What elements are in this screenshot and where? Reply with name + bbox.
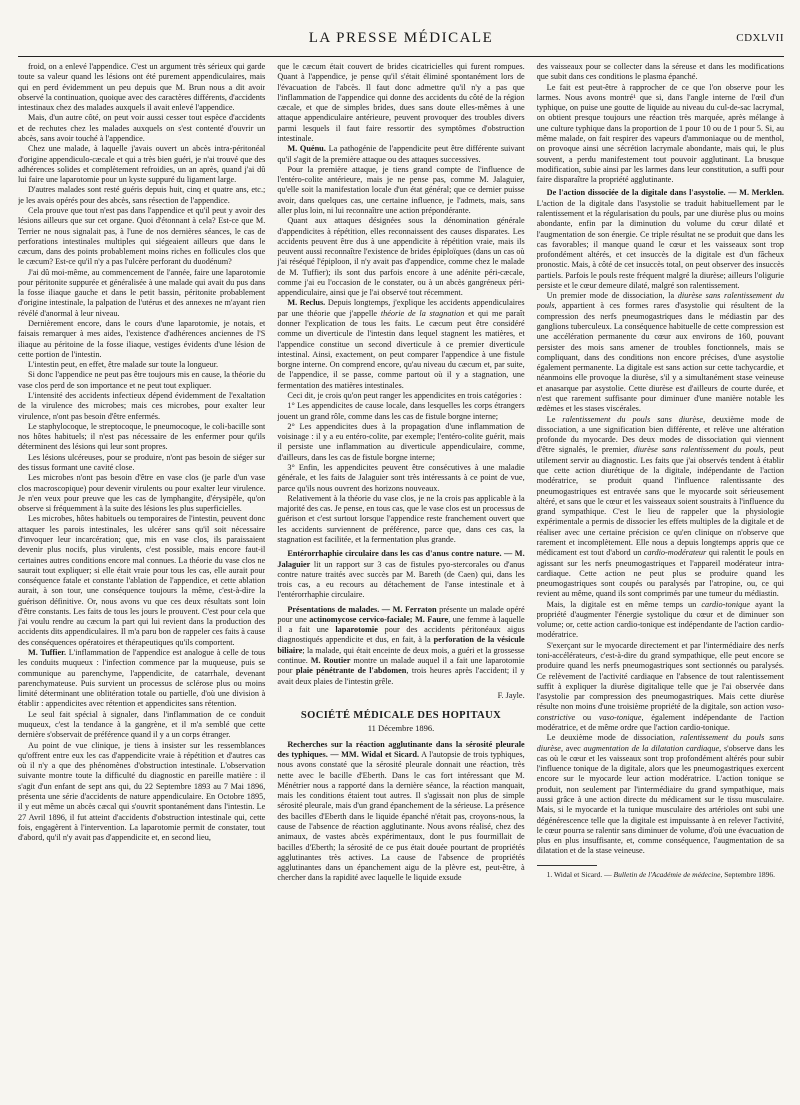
footnote-rule [537, 865, 597, 866]
emphasis: cardio-tonique [701, 599, 751, 609]
paragraph: Si donc l'appendice ne peut pas être toujours mis en cause, la théorie du vase clos perd de son importance et ne peut tout expliquer. [18, 370, 266, 390]
paragraph [277, 605, 524, 687]
emphasis: diurèse sans ralentissement du pouls [536, 291, 784, 311]
paragraph [277, 144, 524, 165]
paragraph-text: , s'observe dans les cas où le cœur et les vaisseaux sont trop profondément altérés pour subir l'influence tonique de la digitale, alors que les pneumogastriques exercent encore sur le myocarde leur action modératrice. L'action tonique se produit, non seulement par l'intermédiaire du grand sympathique, mais aussi grâce à une action directe du médicament sur le tissu musculaire. Mais, si le myocarde et la tunique musculaire des artérioles ont subi une dégénérescence telle que la digitale est impuissante à en relever l'activité, le cœur pourra se ralentir sans diminuer de volume, d'où une évacuation de plus en plus insuffisante, et, comme conséquence, l'augmentation de sa dilatation et de la stase veineuse. [536, 743, 784, 856]
paragraph: Au point de vue clinique, je tiens à insister sur les ressemblances qu'offrent entre eux les cas d'appendicite vraie à répétition et d'autres cas où il n'y a que des phénomènes d'obstruction intestinale. L'observation suivante montre toute la difficulté du diagnostic en pareille matière : il s'agit d'un enfant de sept ans qui, du 22 Septembre 1893 au 7 Mai 1896, présenta une série d'accidents de nature appendiculaire. En Octobre 1895, il y eut même un abcès cæcal qui s'ouvrit spontanément dans l'intestin. Le 27 Avril 1896, il fut atteint d'accidents d'obstruction intestinale qui, cette fois, engagèrent à l'intervention. La laparotomie permit de constater, tout d'abord, qu'il n'y avait pas d'appendicite et, en second lieu, [18, 740, 266, 843]
paragraph-text: , également indépendante de l'action modératrice, et de même ordre que l'action cardio-tonique. [536, 712, 784, 732]
paragraph: Chez une malade, à laquelle j'avais ouvert un abcès intra-péritonéal d'origine appendiculo-cæcale et qui a très bien guéri, je n'ai trouvé que des adhérences solides et complètement refroidies, un an après, quand j'ai dû lui faire une laparotomie pour un kyste suppuré du ligament large. [18, 144, 266, 185]
paragraph-text: lit un rapport sur 3 cas de fistules pyo-stercorales ou d'anus contre nature traités avec succès par M. Bareth (de Caen) qui, dans les trois cas, a eu recours au détachement de l'anse intestinale et à l'entérorrhaphie circulaire. [277, 559, 525, 600]
emphasis: vaso-tonique [598, 712, 642, 722]
emphasis: cardio-modérateur [643, 548, 707, 558]
emphasis: diurèse sans ralentissement du pouls [633, 445, 764, 455]
paragraph-text: L'action de la digitale dans l'asystolie se traduit habituellement par le ralentissement et la régularisation du pouls, par une diurèse plus ou moins abondante, enfin par la diminution du volume du cœur dilaté et l'augmentation de son énergie. Ce triple résultat ne se produit que dans les cas favorables; il manque quand le cœur et les vaisseaux sont trop profondément altérés, et cet insuccès de la digitale est d'un fâcheux pronostic. Mais, à côté de cet insuccès total, on peut observer des insuccès partiels. Parfois le pouls reste fréquent malgré la diurèse; ailleurs l'oligurie persiste et le cœur demeure dilaté, malgré son ralentissement. [536, 198, 784, 290]
bold-term: M. Routier [310, 656, 351, 666]
section-heading: De l'action dissociée de la digitale dans l'asystolie. — M. Merklen. [546, 188, 784, 198]
column-2 [277, 62, 524, 1092]
paragraph-text: Le deuxième mode de dissociation, [546, 733, 681, 743]
paragraph [277, 740, 524, 884]
paragraph: Dernièrement encore, dans le cours d'une laparotomie, je notais, et faisais remarquer à mes aides, l'existence d'adhérences anciennes de l'S iliaque au péritoine de la fosse iliaque, vestiges évidents d'une lésion de cette portion de l'intestin. [18, 319, 266, 359]
paragraph: froid, on a enlevé l'appendice. C'est un argument très sérieux qui garde toute sa valeur quand les lésions ont été purement appendiculaires, mais qui en perd évidemment un peu depuis que M. Brun nous a dit avoir observé la continuation, quoique avec des caractères différents, d'accidents intestinaux chez des malades auxquels il avait enlevé l'appendice. [18, 62, 266, 113]
session-date: 11 Décembre 1896. [367, 723, 435, 734]
bold-term: laparotomie [335, 625, 378, 635]
paragraph: Ceci dit, je crois qu'on peut ranger les appendicites en trois catégories : [287, 391, 522, 400]
paragraph [537, 415, 784, 600]
paragraph: Les microbes, hôtes habituels ou temporaires de l'intestin, peuvent donc attaquer les parois intestinales, les ulcérer sans qu'il soit nécessaire d'invoquer leur incarcération; que, mis en vase clos, ils paraissaient devenir plus nocifs, plus virulents, c'est possible, mais encore faut-il certaines autres conditions encore mal connues. La théorie du vase clos ne saurait tout expliquer; si elle était vraie pour tous les cas, elle aurait pour conséquence fatale et constante l'ablation de l'appendice, et cette ablation aurait, à son tour, une conséquence toujours la même, c'est-à-dire la guérison définitive. Or, nous avons vu que ces deux résultats sont loin d'être constants. Les faits de tous les jours le prouvent. C'est pour cela que j'ai voulu rendre au cæcum la part qui lui revient dans la production des accidents dits appendiculaires. Il m'a paru bon de rappeler ces faits à cause des conséquences opératoires et thérapeutiques qu'ils comportent. [18, 514, 266, 647]
paragraph-text: , trois heures après l'accident; il y avait deux plaies de l'intestin grêle. [277, 666, 525, 686]
paragraph-text: qui ralentit le pouls en agissant sur les nerfs pneumogastriques et l'appareil modérateur intra-cardiaque. Cette action ne peut plus se produire quand les pneumogastriques sont coupés ou paralysés par l'atropine, ou, ce qui revient au même, quand ils sont comprimés par une tumeur du médiastin. [536, 548, 784, 599]
paragraph-text: ou [575, 712, 599, 722]
paragraph: Le fait est peut-être à rapprocher de ce que l'on observe pour les larmes. Nous avons montré¹ que si, dans l'angle interne de l'œil d'un typhique, on puise une goutte de liquide au niveau du cul-de-sac lacrymal, on obtient presque toujours une réaction très marquée, après mélange à une culture typhique dans la proportion de 1 pour 10 ou de 1 pour 5. Si, au même malade, on fait respirer des vapeurs d'ammoniaque ou de menthol, on provoque ainsi une sécrétion lacrymale abondante, mais qui, le plus souvent, a perdu manifestement tout pouvoir agglutinant. La brusque modification, subie ainsi par les larmes dans leur constitution, a suffi pour faire disparaître la propriété agglutinante. [536, 82, 784, 185]
paragraph [537, 733, 784, 856]
paragraph-text: pour des accidents péritonéaux aigus diagnostiqués appendicite et dus, en fait, à la [277, 625, 525, 645]
paragraph [537, 641, 784, 734]
paragraph [537, 188, 784, 291]
emphasis: ralentissement du pouls sans diurèse [562, 414, 704, 424]
paragraph-text: et qui me paraît donner l'explication de tous les faits. Le cæcum peut être considéré comme un diverticule de l'intestin dans lequel stagnent les matières, et l'appendice constitue un second diverticule à ce premier diverticule intestinal. Ainsi, exactement, on peut comparer l'appendice à une fistule borgne interne. On comprend encore, qu'au niveau du cæcum et, par suite, de l'appendice, il se passe, comme partout où il y a stagnation, une fermentation des matières intestinales. [277, 308, 525, 390]
page-header [18, 30, 784, 50]
paragraph: Mais, d'un autre côté, on peut voir aussi cesser tout espèce d'accidents et de rechutes chez les malades auxquels on s'est contenté d'ouvrir un abcès, sans avoir touché à l'appendice. [18, 113, 266, 143]
paragraph: Relativement à la théorie du vase clos, je ne la crois pas applicable à la majorité des cas. Je pense, en tous cas, que le vase clos est un processus de guérison et c'est surtout lorsque l'appendice reste franchement ouvert que les accidents surviennent de préférence, parce que, dans ces cas, la stagnation est facilitée, et la fermentation plus grande. [277, 493, 525, 544]
paragraph-text: L'inflammation de l'appendice est analogue à celle de tous les conduits muqueux : l'infection commence par la muqueuse, puis se communique au parenchyme, l'appendicite, de catarrhale, devenant parenchymateuse. Puis survient un processus de sclérose plus ou moins limité déterminant une oblitération totale ou partielle, d'où une division à établir : appendicites avec rétention et appendicites sans rétention. [18, 648, 266, 709]
author-signature: F. Jayle. [497, 690, 525, 700]
footnote-text: 1. Widal et Sicard. — [546, 869, 614, 879]
paragraph-text: , une femme à laquelle il a fait une [277, 614, 525, 635]
paragraph: Les lésions ulcéreuses, pour se produire, n'ont pas besoin de siéger sur des tissus formant une cavité close. [18, 452, 266, 472]
paragraph-text: A l'autopsie de trois typhiques, nous avons constaté que la sérosité pleurale donnait une réaction, très nette avec le bacille d'Eberth. Dans le cas fort intéressant que M. Ménétrier nous a rapporté dans la dernière séance, la réaction manquait, mais les conditions étaient tout autres. Il s'agissait non plus de simple sérosité pleurale, mais d'un grand épanchement de la sérieuse. La présence des bacilles d'Eberth dans le liquide épanché n'était pas, croyons-nous, la cause de l'absence de réaction agglutinante. Nous avons réalisé, chez des animaux, de vastes abcès expérimentaux, dont le pus fourmillait de bacilles d'Eberth; la sérosité de ce pus était douée pourtant de propriétés agglutinantes très actives. La cause de l'absence de propriétés agglutinantes dans un épanchement aigu de la plèvre est, peut-être, à chercher dans la rapidité avec laquelle le liquide exsude [277, 750, 525, 883]
page-number: CDXLVII [736, 32, 784, 44]
paragraph: 3° Enfin, les appendicites peuvent être consécutives à une maladie générale, et les faits de Jalaguier sont très intéressants à ce point de vue, parce qu'ils nous ouvrent des horizons nouveaux. [277, 462, 525, 493]
paragraph: L'intensité des accidents infectieux dépend évidemment de l'exaltation de la virulence des microbes; mais ces microbes, pour exalter leur virulence, n'ont pas besoin d'être enfermés. [18, 391, 266, 421]
paragraph: 2° Les appendicites dues à la propagation d'une inflammation de voisinage : il y a eu entéro-colite, par exemple; l'entéro-colite guérit, mais il persiste une inflammation au diverticule appendiculaire, comme, d'ailleurs, dans les cas de fistule borgne interne; [277, 421, 525, 462]
paragraph-text: Un premier mode de dissociation, la [546, 291, 678, 301]
paragraph-text: La pathogénie de l'appendicite peut être différente suivant qu'il s'agit de la première attaque ou des attaques successives. [277, 144, 525, 164]
paragraph-text: , deuxième mode de dissociation, a une signification bien différente, et relève une altération profonde du myocarde. Des deux modes de dissociation qui viennent d'être signalés, le premier, [536, 414, 784, 455]
paragraph-text: présente un malade opéré pour une [277, 604, 525, 624]
column-3 [537, 62, 784, 1092]
paragraph: Le staphylocoque, le streptocoque, le pneumocoque, le coli-bacille sont nos hôtes habituels; il n'est pas nécessaire de les enfermer pour qu'ils déterminent des lésions qui leur sont propres. [18, 421, 266, 452]
paragraph: Pour la première attaque, je tiens grand compte de l'influence de l'entéro-colite antérieure, mais je ne pense pas, comme M. Jalaguier, qu'elle soit la manifestation locale d'un état général; que ce dernier puisse avoir, dans quelques cas, une certaine influence, je l'admets, mais, sans aller plus loin, ni lui reconnaître une action prépondérante. [277, 164, 525, 215]
paragraph-text: Mais, la digitale est en même temps un [546, 599, 702, 609]
column-1 [18, 62, 265, 1092]
paragraph-text: montre un malade auquel il a fait une laparotomie pour [277, 656, 525, 676]
paragraph-text: Depuis longtemps, j'explique les accidents appendiculaires par une théorie que j'appelle [277, 298, 525, 318]
header-rule [18, 56, 784, 57]
journal-title: LA PRESSE MÉDICALE [308, 30, 494, 46]
paragraph: D'autres malades sont resté guéris depuis huit, cinq et quatre ans, etc.; je les avais opérés pour des abcès, sans résection de l'appendice. [18, 185, 266, 205]
article-columns [18, 62, 784, 1092]
paragraph [277, 549, 524, 600]
bold-term: plaie pénétrante de l'abdomen [295, 666, 407, 676]
section-title: SOCIÉTÉ MÉDICALE DES HOPITAUX [300, 710, 502, 722]
paragraph: Le seul fait spécial à signaler, dans l'inflammation de ce conduit muqueux, c'est la tendance à la gangrène, et il m'a semblé que cette dernière s'observait de préférence quand il y a un corps étranger. [18, 709, 266, 740]
paragraph: des vaisseaux pour se collecter dans la séreuse et dans les modifications que subit dans ces conditions le plasma épanché. [536, 62, 784, 82]
bold-term: perforation de la vésicule biliaire [277, 635, 525, 655]
paragraph [537, 600, 784, 641]
section-heading: Entérorrhaphie circulaire dans les cas d'anus contre nature. — M. Jalaguier [277, 549, 525, 569]
bold-term: actinomycose cervico-faciale; M. Faure [309, 614, 449, 624]
paragraph-text: S'exerçant sur le myocarde directement et par l'intermédiaire des nerfs toni-accélérateurs, c'est-à-dire du grand sympathique, elle peut encore se produire quand les nerfs pneumogastriques sont sectionnés ou paralysés. Ce relèvement de l'activité cardiaque en l'absence de tout ralentissement suffit à expliquer la diurèse digitalique telle que je l'ai observée dans l'asystolie par compression des pneumogastriques. Mais cette diurèse résulte non moins d'une troisième propriété de la digitale, son action [536, 640, 784, 712]
paragraph [18, 648, 265, 710]
speaker-name: M. Tuffier. [28, 648, 67, 658]
paragraph [277, 298, 524, 391]
paragraph-text: ; la malade, qui était enceinte de deux mois, a guéri et la grossesse continue. [277, 645, 525, 666]
paragraph [537, 291, 784, 414]
paragraph: 1° Les appendicites de cause locale, dans lesquelles les corps étrangers jouent un grand rôle, comme dans les cas de fistule borgne interne; [277, 401, 525, 421]
speaker-name: M. Reclus. [287, 298, 326, 308]
paragraph: Les microbes n'ont pas besoin d'être en vase clos (je parle d'un vase clos macroscopique) pour devenir virulents ou pour exalter leur virulence. Je n'en veux pour preuve que les cas de lymphangite, d'érysipèle, qu'on observe si fréquemment à la suite des lésions les plus superficielles. [18, 473, 266, 514]
footnote-citation: Bulletin de l'Académie de médecine [613, 869, 721, 879]
emphasis: augmentation de la dilatation cardiaque [583, 743, 720, 753]
paragraph-text: , avec [560, 743, 584, 753]
paragraph: Quant aux attaques désignées sous la dénomination générale d'appendicites à répétition, elles reconnaissent des causes disparates. Les accidents peuvent être dus à une appendicite à répétition vraie, mais ils peuvent aussi reconnaître l'existence de brides épiploïques (dans un cas où j'ai réséqué l'épiploon, il n'y avait pas d'appendice, comme chez le malade de M. Tuffier); ils sont dus parfois encore à une adénite péri-cæcale, comme j'ai eu l'occasion de le constater, ou à un abcès gangréneux péri-appendiculaire, ainsi que je l'ai observé tout récemment. [277, 216, 525, 298]
paragraph-text: , appartient à ces formes rares d'asystolie qui résultent de la compression des nerfs pneumogastriques dans le médiastin par des ganglions tuberculeux. La conséquence habituelle de cette compression est une accélération permanente du cœur aux environs de 160, pouvant persister des mois sans amener de troubles fonctionnels, mais se compliquant, dans des conditions non encore précises, d'une asystolie également permanente. La digitale est sans action sur cette tachycardie, et néanmoins elle provoque la diurèse, s'il y a simultanément stase veineuse et anasarque par asystolie. Cette diurèse est d'ailleurs de courte durée, et n'est que rarement suffisante pour diminuer d'une manière notable les œdèmes et les stases viscérales. [536, 301, 784, 414]
emphasis: théorie de la stagnation [380, 308, 465, 318]
paragraph: J'ai dû moi-même, au commencement de l'année, faire une laparotomie pour péritonite suppurée et généralisée à une malade qui avait du pus dans la fosse iliaque gauche et dans le petit bassin, péritonite probablement d'origine intestinale, la palpation de l'utérus et des annexes ne m'ayant rien révélé d'anormal à leur niveau. [18, 267, 266, 318]
footnote [537, 870, 784, 880]
paragraph: Cela prouve que tout n'est pas dans l'appendice et qu'il peut y avoir des lésions ailleurs que sur cet organe. Quoi d'étonnant à cela? Est-ce que M. Terrier ne nous signalait pas, à l'une de nos dernières séances, le cas de perforations intestinales multiples qui siégeaient ailleurs que dans le cæcum, dans des points probablement moins riches en follicules clos que le cæcum? Est-ce qu'il n'y a pas l'ulcère perforant du duodénum? [18, 205, 266, 267]
paragraph-text: , peut utilement servir au diagnostic. Les faits que j'ai observés tendent à établir que cette action diurétique de la digitale, indépendante de l'action modératrice, se produit quand l'influence ralentissante des pneumogastriques est entravée sans que le myocarde soit sérieusement altéré, et sans que le cœur et les vaisseaux soient soustraits à l'influence du grand sympathique. C'est le lieu de rappeler que la physiologie expérimentale a permis de dissocier les effets multiples de la digitale et de réaliser avec une certaine précision ce qu'en clinique on n'observe que rarement et incomplètement. Elle nous a depuis longtemps appris que ce médicament est tout d'abord un [536, 445, 784, 558]
section-heading: Présentations de malades. — M. Ferraton [287, 604, 437, 614]
emphasis: ralentissement du pouls sans diurèse [536, 733, 784, 753]
paragraph: L'intestin peut, en effet, être malade sur toute la longueur. [28, 360, 219, 370]
footnote-text: , Septembre 1896. [720, 869, 776, 879]
paragraph-text: ayant la propriété d'augmenter l'énergie systolique du cœur et de diminuer son volume; or, cette action cardio-tonique est indépendante de l'action cardio-modératrice. [536, 599, 784, 640]
speaker-name: M. Quénu. [287, 144, 326, 154]
paragraph-text: Le [546, 414, 563, 424]
paragraph: que le cæcum était couvert de brides cicatricielles qui furent rompues. Quant à l'appendice, je pense qu'il s'était éliminé spontanément lors de l'évacuation de l'abcès. Il faut donc admettre qu'il n'y a pas que l'inflammation de l'appendice qui donne des accidents du côté de la région cæcale, et que de simples brides, dues sans doute elles-mêmes à une attaque appendiculaire antérieure, peuvent provoquer des troubles divers parmi lesquels il faut faire ressortir des symptômes d'obstruction intestinale. [277, 62, 525, 143]
section-heading: Recherches sur la réaction agglutinante dans la sérosité pleurale des typhiques. — MM. Widal et Sicard. [277, 739, 525, 759]
emphasis: vaso-constrictive [536, 702, 784, 722]
